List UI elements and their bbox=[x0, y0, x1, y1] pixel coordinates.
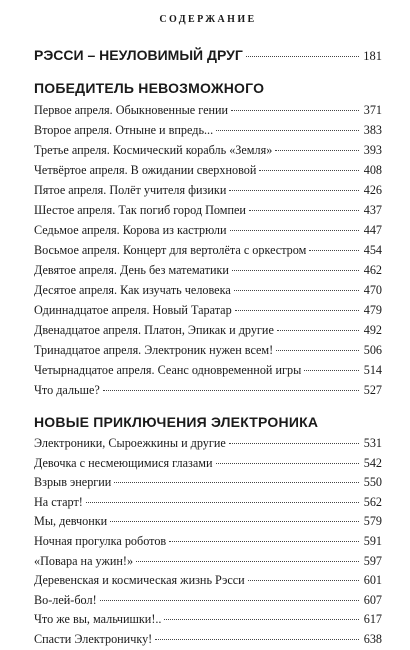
entry-title: Десятое апреля. Как изучать человека bbox=[34, 283, 231, 297]
entry-page: 393 bbox=[363, 143, 382, 157]
toc-entry bbox=[34, 200, 382, 220]
dot-leader bbox=[276, 349, 359, 351]
entry-page: 181 bbox=[363, 49, 382, 63]
dot-leader bbox=[248, 579, 359, 581]
toc-entry bbox=[34, 140, 382, 160]
entry-title: Седьмое апреля. Корова из кастрюли bbox=[34, 223, 227, 237]
toc-entry bbox=[34, 532, 382, 552]
entry-title: Тринадцатое апреля. Электроник нужен всем! bbox=[34, 343, 274, 357]
entry-title: На старт! bbox=[34, 494, 83, 509]
toc-entry bbox=[34, 380, 382, 400]
entry-page: 531 bbox=[363, 436, 382, 450]
entry-title: Деревенская и космическая жизнь Рэсси bbox=[34, 573, 245, 588]
entry-title: Пятое апреля. Полёт учителя физики bbox=[34, 183, 227, 197]
dot-leader bbox=[229, 189, 359, 191]
toc-entry bbox=[34, 493, 382, 513]
entry-title: Второе апреля. Отныне и впредь... bbox=[34, 123, 214, 137]
entry-page: 454 bbox=[363, 243, 382, 257]
dot-leader bbox=[231, 109, 359, 111]
toc-entry bbox=[34, 240, 382, 260]
entry-page: 597 bbox=[363, 553, 382, 568]
toc-entry bbox=[34, 630, 382, 650]
toc-entry bbox=[34, 300, 382, 320]
entry-list bbox=[34, 100, 382, 400]
entry-title: Восьмое апреля. Концерт для вертолёта с оркестром bbox=[34, 243, 307, 257]
toc-entry bbox=[34, 340, 382, 360]
toc-section-1 bbox=[34, 77, 382, 400]
entry-title: Взрыв энергии bbox=[34, 475, 112, 490]
entry-title: Шестое апреля. Так погиб город Помпеи bbox=[34, 203, 246, 217]
dot-leader bbox=[229, 442, 359, 444]
dot-leader bbox=[234, 289, 359, 291]
entry-title: РЭССИ – НЕУЛОВИМЫЙ ДРУГ bbox=[34, 47, 243, 63]
toc-entry bbox=[34, 473, 382, 493]
toc-entry bbox=[34, 220, 382, 240]
dot-leader bbox=[216, 129, 359, 131]
dot-leader bbox=[249, 209, 359, 211]
running-head: СОДЕРЖАНИЕ bbox=[159, 14, 257, 25]
toc-entry bbox=[34, 180, 382, 200]
dot-leader bbox=[86, 501, 359, 503]
entry-page: 542 bbox=[363, 455, 382, 470]
toc-entry bbox=[34, 260, 382, 280]
toc-entry bbox=[34, 160, 382, 180]
toc-entry bbox=[34, 571, 382, 591]
dot-leader bbox=[275, 149, 359, 151]
dot-leader bbox=[259, 169, 359, 171]
entry-title: Одиннадцатое апреля. Новый Таратар bbox=[34, 303, 232, 317]
dot-leader bbox=[230, 229, 359, 231]
entry-title: Спасти Электроничку! bbox=[34, 631, 153, 646]
dot-leader bbox=[136, 560, 359, 562]
dot-leader bbox=[114, 481, 359, 483]
entry-title: Мы, девчонки bbox=[34, 514, 108, 529]
dot-leader bbox=[309, 249, 359, 251]
dot-leader bbox=[216, 462, 359, 464]
entry-title: Четырнадцатое апреля. Сеанс одновременной игры bbox=[34, 363, 302, 377]
entry-list bbox=[34, 434, 382, 650]
entry-page: 591 bbox=[363, 533, 382, 548]
entry-page: 601 bbox=[363, 573, 382, 588]
entry-page: 470 bbox=[363, 283, 382, 297]
entry-page: 579 bbox=[363, 514, 382, 529]
entry-title: Девятое апреля. День без математики bbox=[34, 263, 229, 277]
entry-page: 447 bbox=[363, 223, 382, 237]
entry-page: 462 bbox=[363, 263, 382, 277]
entry-page: 638 bbox=[363, 631, 382, 646]
entry-title: Двенадцатое апреля. Платон, Эпикак и другие bbox=[34, 323, 274, 337]
toc-entry bbox=[34, 610, 382, 630]
toc-entry bbox=[34, 120, 382, 140]
entry-title: Что же вы, мальчишки!.. bbox=[34, 612, 162, 627]
entry-title: Третье апреля. Космический корабль «Земля» bbox=[34, 143, 273, 157]
dot-leader bbox=[103, 389, 359, 391]
entry-page: 562 bbox=[363, 494, 382, 509]
entry-title: Девочка с несмеющимися глазами bbox=[34, 455, 213, 470]
entry-page: 383 bbox=[363, 123, 382, 137]
entry-page: 527 bbox=[363, 383, 382, 397]
entry-title: Первое апреля. Обыкновенные гении bbox=[34, 103, 229, 117]
dot-leader bbox=[100, 599, 359, 601]
entry-title: Электроники, Сыроежкины и другие bbox=[34, 436, 226, 450]
entry-page: 514 bbox=[363, 363, 382, 377]
section-title: ПОБЕДИТЕЛЬ НЕВОЗМОЖНОГО bbox=[34, 80, 265, 96]
entry-title: «Повара на ужин!» bbox=[34, 553, 134, 568]
toc-entry bbox=[34, 100, 382, 120]
entry-title: Четвёртое апреля. В ожидании сверхновой bbox=[34, 163, 257, 177]
toc-entry bbox=[34, 552, 382, 572]
section-title: НОВЫЕ ПРИКЛЮЧЕНИЯ ЭЛЕКТРОНИКА bbox=[34, 414, 319, 430]
toc-entry bbox=[34, 454, 382, 474]
toc-entry bbox=[34, 591, 382, 611]
entry-title: Ночная прогулка роботов bbox=[34, 533, 167, 548]
dot-leader bbox=[110, 520, 359, 522]
entry-page: 426 bbox=[363, 183, 382, 197]
entry-page: 607 bbox=[363, 592, 382, 607]
entry-page: 408 bbox=[363, 163, 382, 177]
toc-entry bbox=[34, 360, 382, 380]
dot-leader bbox=[246, 55, 359, 57]
dot-leader bbox=[155, 638, 359, 640]
entry-page: 479 bbox=[363, 303, 382, 317]
entry-title: Во-лей-бол! bbox=[34, 592, 97, 607]
dot-leader bbox=[232, 269, 359, 271]
dot-leader bbox=[169, 540, 359, 542]
toc-entry-top bbox=[34, 44, 382, 66]
entry-page: 506 bbox=[363, 343, 382, 357]
toc-entry bbox=[34, 320, 382, 340]
toc-entry bbox=[34, 280, 382, 300]
entry-page: 617 bbox=[363, 612, 382, 627]
dot-leader bbox=[164, 618, 359, 620]
toc-section-2 bbox=[34, 411, 382, 650]
entry-title: Что дальше? bbox=[34, 383, 100, 397]
toc-entry bbox=[34, 434, 382, 454]
entry-page: 492 bbox=[363, 323, 382, 337]
dot-leader bbox=[277, 329, 359, 331]
entry-page: 371 bbox=[363, 103, 382, 117]
entry-page: 550 bbox=[363, 475, 382, 490]
entry-page: 437 bbox=[363, 203, 382, 217]
dot-leader bbox=[304, 369, 359, 371]
dot-leader bbox=[235, 309, 359, 311]
toc-entry bbox=[34, 512, 382, 532]
